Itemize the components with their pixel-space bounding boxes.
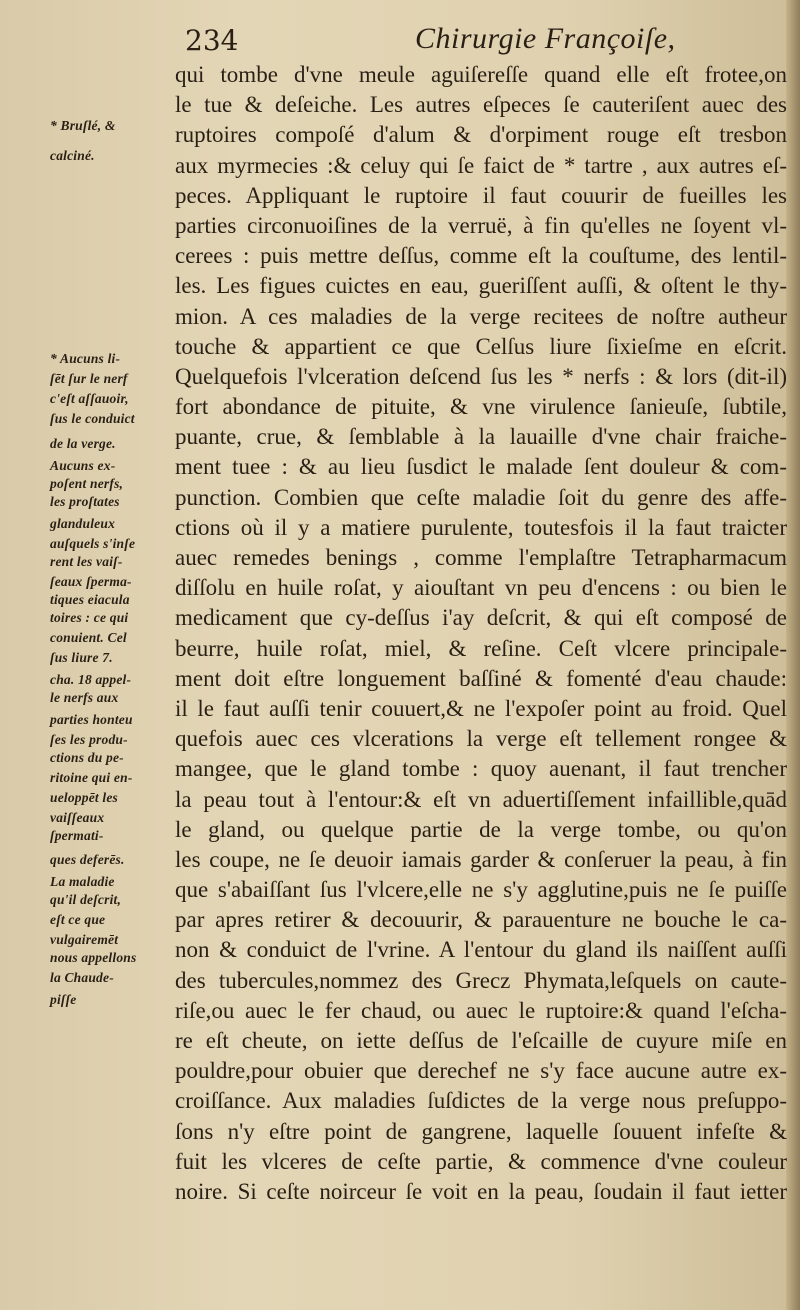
- margin-note: ſus le conduict: [50, 411, 135, 426]
- margin-note: le nerfs aux: [50, 690, 119, 705]
- text-line: beurre, huile roſat, miel, & reſine. Ceſt vlcere principale-: [175, 635, 787, 661]
- text-line: medicament que cy-deſſus i'ay deſcrit, & qui eſt composé de: [175, 605, 787, 631]
- text-line: parties circonuoiſines de la verruë, à fin qu'elles ne ſoyent vl-: [175, 212, 787, 238]
- text-line: diſſolu en huile roſat, y aiouſtant vn peu d'encens : ou bien le: [175, 575, 787, 601]
- text-line: des tubercules,nommez des Grecz Phymata,leſquels on caute-: [175, 967, 787, 993]
- text-line: touche & appartient ce que Celſus liure ſixieſme en eſcrit.: [175, 333, 787, 359]
- margin-note: parties honteu: [50, 712, 133, 727]
- page-number: 234: [185, 24, 239, 57]
- margin-note: ſus liure 7.: [50, 650, 113, 665]
- running-title: Chirurgie Françoiſe,: [415, 22, 676, 55]
- margin-note: nous appellons: [50, 950, 137, 965]
- margin-note: ſpermati-: [50, 828, 104, 843]
- page-edge: [786, 0, 800, 1310]
- margin-note: calciné.: [50, 148, 95, 163]
- text-line: les. Les figues cuictes en eau, gueriſſent auſſi, & oſtent le thy-: [175, 273, 787, 299]
- text-line: punction. Combien que ceſte maladie ſoit du genre des affe-: [175, 484, 787, 510]
- text-line: puante, crue, & ſemblable à la lauaille d'vne chair fraiche-: [175, 424, 787, 450]
- text-line: pouldre,pour obuier que derechef ne s'y face aucune autre ex-: [175, 1058, 787, 1084]
- text-line: mion. A ces maladies de la verge recitees de noſtre autheur: [175, 303, 787, 329]
- margin-note: ctions du pe-: [50, 750, 124, 765]
- text-line: mangee, que le gland tombe : quoy auenant, il faut trencher: [175, 756, 787, 782]
- margin-note: ueloppēt les: [50, 790, 119, 805]
- margin-note: auſquels s'inſe: [50, 536, 136, 551]
- margin-note: vaiſſeaux: [50, 810, 105, 825]
- text-line: fort abondance de pituite, & vne virulence ſanieuſe, ſubtile,: [175, 394, 787, 420]
- margin-note: la Chaude-: [50, 970, 114, 985]
- margin-note: ſes les produ-: [50, 732, 128, 747]
- text-line: ment doit eſtre longuement baſſiné & fomenté d'eau chaude:: [175, 665, 787, 691]
- margin-note: piſſe: [50, 992, 77, 1007]
- text-line: Quelquefois l'vlceration deſcend ſus les * nerfs : & lors (dit-il): [175, 363, 787, 389]
- text-line: le tue & deſeiche. Les autres eſpeces ſe cauteriſent auec des: [175, 92, 787, 118]
- text-line: re eſt cheute, on iette deſſus de l'eſcaille de cuyure miſe en: [175, 1028, 787, 1053]
- text-line: que s'abaiſſant ſus l'vlcere,elle ne s'y agglutine,puis ne ſe puiſſe: [175, 877, 787, 903]
- margin-note: vulgairemēt: [50, 932, 119, 947]
- margin-note: ſēt ſur le nerf: [50, 371, 128, 386]
- text-line: riſe,ou auec le fer chaud, ou auec le ruptoire:& quand l'eſcha-: [175, 997, 787, 1023]
- text-line: il le faut auſſi tenir couuert,& ne l'expoſer point au froid. Quel: [175, 695, 787, 721]
- text-line: qui tombe d'vne meule aguiſereſſe quand elle eſt frotee,on: [175, 62, 787, 87]
- margin-note: qu'il deſcrit,: [50, 892, 122, 907]
- margin-note: ritoine qui en-: [50, 770, 133, 785]
- main-text: [175, 60, 787, 1207]
- text-line: aux myrmecies :& celuy qui ſe faict de * tartre , aux autres eſ-: [175, 152, 787, 178]
- text-line: ruptoires compoſé d'alum & d'orpiment rouge eſt tresbon: [175, 122, 787, 148]
- margin-note: glanduleux: [50, 516, 116, 531]
- text-line: ctions où il y a matiere purulente, toutesfois il la faut traicter: [175, 514, 787, 540]
- text-line: peces. Appliquant le ruptoire il faut couurir de fueilles les: [175, 182, 787, 208]
- text-line: noire. Si ceſte noirceur ſe voit en la peau, ſoudain il faut ietter: [175, 1178, 787, 1204]
- margin-note: poſent nerfs,: [50, 476, 124, 491]
- margin-note: ſeaux ſperma-: [50, 574, 132, 589]
- margin-note: de la verge.: [50, 436, 116, 451]
- text-line: fuit les vlceres de ceſte partie, & commence d'vne couleur: [175, 1148, 787, 1174]
- margin-note: rent les vaiſ-: [50, 554, 123, 569]
- margin-note: conuient. Cel: [50, 630, 127, 645]
- text-line: la peau tout à l'entour:& eſt vn aduertiſſement infaillible,quād: [175, 786, 787, 812]
- margin-note: tiques eiacula: [50, 592, 130, 607]
- text-line: ment tuee : & au lieu ſusdict le malade ſent douleur & com-: [175, 454, 787, 480]
- margin-note: cha. 18 appel-: [50, 672, 132, 687]
- text-line: cerees : puis mettre deſſus, comme eſt la couſtume, des lentil-: [175, 243, 787, 269]
- margin-note: * Aucuns li-: [50, 351, 121, 366]
- margin-note: les proſtates: [50, 494, 120, 509]
- margin-note: ques deferēs.: [50, 852, 125, 867]
- text-line: non & conduict de l'vrine. A l'entour du gland ils naiſſent auſſi: [175, 937, 787, 963]
- margin-note: c'eſt aſſauoir,: [50, 391, 129, 406]
- margin-note: toires : ce qui: [50, 610, 129, 625]
- text-line: auec remedes benings , comme l'emplaſtre Tetrapharmacum: [175, 545, 787, 570]
- text-line: le gland, ou quelque partie de la verge tombe, ou qu'on: [175, 816, 787, 842]
- margin-note: Aucuns ex-: [50, 458, 116, 473]
- margin-note: eſt ce que: [50, 912, 106, 927]
- page-header: [185, 22, 785, 62]
- margin-note: La maladie: [50, 874, 115, 889]
- margin-note: * Bruſlé, &: [50, 118, 116, 133]
- text-line: ſons n'y eſtre point de gangrene, laquelle ſouuent infeſte &: [175, 1118, 787, 1144]
- text-line: quefois auec ces vlcerations la verge eſt tellement rongee &: [175, 726, 787, 752]
- text-line: par apres retirer & decouurir, & parauenture ne bouche le ca-: [175, 907, 787, 933]
- text-line: les coupe, ne ſe deuoir iamais garder & conſeruer la peau, à fin: [175, 846, 787, 872]
- text-line: croiſſance. Aux maladies ſuſdictes de la verge nous preſuppo-: [175, 1088, 787, 1114]
